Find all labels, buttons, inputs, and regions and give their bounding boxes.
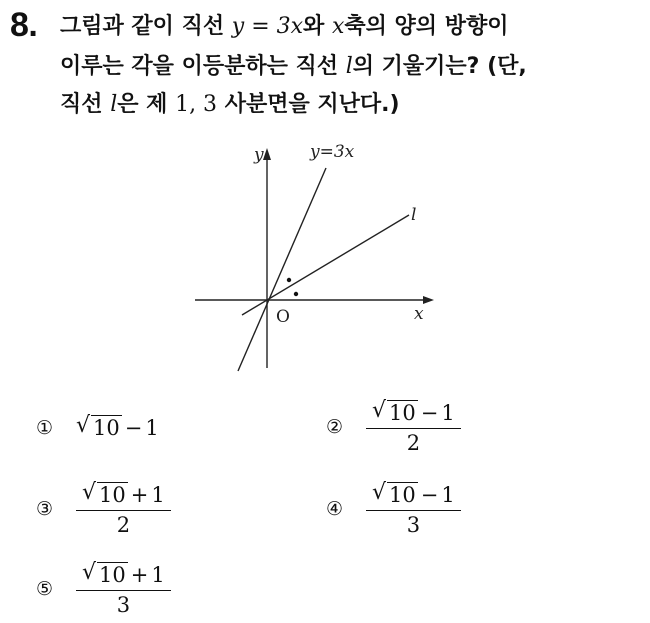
question-text: 직선 (60, 92, 103, 117)
line-y-3x-label: y=3x (310, 142, 355, 162)
fraction (366, 400, 461, 454)
x-axis-arrow (423, 296, 434, 304)
choice-number: ① (36, 416, 54, 439)
choice-number: ② (326, 416, 344, 439)
line-l-label: l (411, 205, 417, 225)
question-text: 사분면을 지난다.) (224, 92, 400, 117)
denominator: 3 (406, 513, 421, 538)
sqrt-expression: √ 10 (82, 560, 126, 587)
radicand: 10 (99, 483, 126, 507)
angle-mark-dot (294, 292, 298, 296)
choice-1[interactable] (36, 415, 159, 440)
question-line-3 (60, 94, 400, 116)
angle-mark-dot (287, 278, 291, 282)
radicand: 10 (99, 563, 126, 587)
question-line-2 (60, 56, 527, 78)
sqrt-expression: √ 10 (372, 480, 416, 507)
operator: + (130, 562, 149, 587)
question-line-1 (60, 16, 508, 38)
choice-5[interactable] (36, 562, 171, 616)
choice-4[interactable] (326, 482, 461, 536)
question-text: 의 기울기는? (단, (352, 54, 527, 79)
operator: − (124, 415, 143, 440)
operator: + (130, 482, 149, 507)
sqrt-expression: √ 10 (76, 413, 120, 440)
sqrt-expression: √ 10 (372, 398, 416, 425)
y-axis-arrow (263, 148, 271, 160)
question-text: 와 (303, 14, 325, 39)
choice-2[interactable] (326, 400, 461, 454)
variable-l: l (345, 54, 353, 79)
line-y-3x (238, 168, 326, 371)
constant: 1 (441, 400, 455, 425)
choice-3[interactable] (36, 482, 171, 536)
numerator (76, 482, 171, 510)
constant: 1 (151, 482, 165, 507)
numerator (366, 400, 461, 428)
variable-x: x (331, 14, 345, 39)
choice-number: ⑤ (36, 578, 54, 601)
variable-l: l (110, 92, 118, 117)
radicand: 10 (93, 416, 120, 440)
y-axis-label: y (254, 145, 264, 165)
equation-y-3x: y = 3x (231, 14, 304, 39)
x-axis-label: x (414, 304, 424, 324)
quadrant-numbers: 1, 3 (175, 92, 218, 117)
fraction (76, 562, 171, 616)
fraction (76, 482, 171, 536)
choice-number: ③ (36, 498, 54, 521)
constant: 1 (145, 415, 159, 440)
denominator: 2 (406, 431, 421, 456)
choice-number: ④ (326, 498, 344, 521)
question-text: 이루는 각을 이등분하는 직선 (60, 54, 339, 79)
fraction (366, 482, 461, 536)
numerator (366, 482, 461, 510)
coordinate-figure (190, 138, 440, 374)
constant: 1 (441, 482, 455, 507)
denominator: 3 (116, 593, 131, 618)
sqrt-expression: √ 10 (82, 480, 126, 507)
operator: − (420, 482, 439, 507)
question-text: 축의 양의 방향이 (344, 14, 509, 39)
question-text: 은 제 (117, 92, 168, 117)
question-text: 그림과 같이 직선 (60, 14, 225, 39)
radicand: 10 (389, 483, 416, 507)
radicand: 10 (389, 401, 416, 425)
question-number: 8. (10, 6, 38, 44)
origin-label: O (276, 307, 290, 327)
denominator: 2 (116, 513, 131, 538)
constant: 1 (151, 562, 165, 587)
numerator (76, 562, 171, 590)
operator: − (420, 400, 439, 425)
